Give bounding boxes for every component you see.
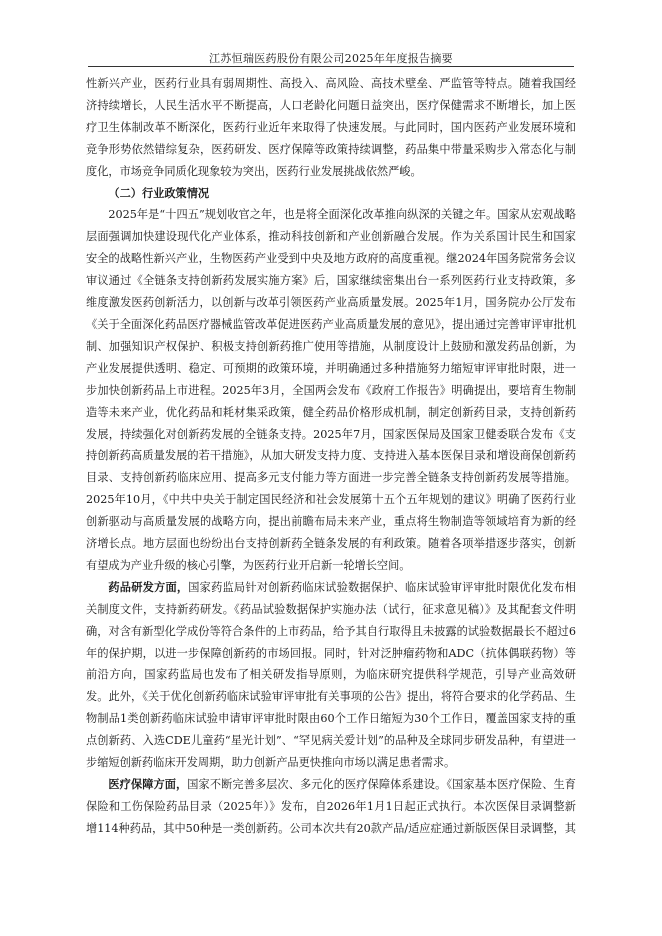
document-body xyxy=(86,73,576,840)
rd-text: 国家药监局针对创新药临床试验数据保护、临床试验审评审批时限优化发布相关制度文件，支持新药研发。《药品试验数据保护实施办法（试行，征求意见稿）》及其配套文件明确，对含有新型化学成份等符合条件的上市药品，给予其自行取得且未披露的试验数据最长不超过6年的保护期，以进一步保障创新药的市场回报。同时，针对泛肿瘤药物和ADC（抗体偶联药物）等前沿方向，国家药监局也发布了相关研发指导原则，为临床研究提供科学规范，引导产业高效研发。此外，《关于优化创新药临床试验审评审批有关事项的公告》提出，将符合要求的化学药品、生物制品1类创新药临床试验申请审评审批时限由60个工作日缩短为30个工作日，覆盖国家支持的重点创新药、入选CDE儿童药“星光计划”、“罕见病关爱计划”的品种及全球同步研发品种，有望进一步缩短创新药临床开发周期，助力创新产品更快推向市场以满足患者需求。 xyxy=(86,580,576,770)
insurance-text: 国家不断完善多层次、多元化的医疗保障体系建设。《国家基本医疗保险、生育保险和工伤保险药品目录（2025年）》发布，自2026年1月1日起正式执行。本次医保目录调整新增114种药品，其中50种是一类创新药。公司本次共有20款产品/适应症通过新版医保目录调整，其 xyxy=(86,778,576,835)
policy-paragraph: 2025年是“十四五”规划收官之年，也是将全面深化改革推向纵深的关键之年。国家从宏观战略层面强调加快建设现代化产业体系，推动科技创新和产业创新融合发展。作为关系国计民生和国家安全的战略性新兴产业，生物医药产业受到中央及地方政府的高度重视。继2024年国务院常务会议审议通过《全链条支持创新药发展实施方案》后，国家继续密集出台一系列医药行业支持政策，多维度激发医药创新活力，以创新与改革引领医药产业高质量发展。2025年1月，国务院办公厅发布《关于全面深化药品医疗器械监管改革促进医药产业高质量发展的意见》，提出通过完善审评审批机制、加强知识产权保护、积极支持创新药推广使用等措施，从制度设计上鼓励和激发药品创新，为产业发展提供透明、稳定、可预期的政策环境，并明确通过多种措施努力缩短审评审批时限，进一步加快创新药品上市进程。2025年3月，全国两会发布《政府工作报告》明确提出，要培育生物制造等未来产业，优化药品和耗材集采政策，健全药品价格形成机制，制定创新药目录，支持创新药发展，持续强化对创新药发展的全链条支持。2025年7月，国家医保局及国家卫健委联合发布《支持创新药高质量发展的若干措施》，从加大研发支持力度、支持进入基本医保目录和增设商保创新药目录、支持创新药临床应用、提高多元支付能力等方面进一步完善全链条支持创新药发展等措施。2025年10月，《中共中央关于制定国民经济和社会发展第十五个五年规划的建议》明确了医药行业创新驱动与高质量发展的战略方向，提出前瞻布局未来产业，重点将生物制造等领域培育为新的经济增长点。地方层面也纷纷出台支持创新药全链条发展的有利政策。随着各项举措逐步落实，创新有望成为产业升级的核心引擎，为医药行业开启新一轮增长空间。 xyxy=(86,208,576,572)
section-heading: （二）行业政策情况 xyxy=(108,185,210,200)
insurance-paragraph xyxy=(86,774,576,840)
header-divider xyxy=(88,66,574,67)
page-header-title: 江苏恒瑞医药股份有限公司2025年年度报告摘要 xyxy=(209,52,453,65)
rd-lead: 药品研发方面， xyxy=(108,579,189,594)
intro-paragraph: 性新兴产业，医药行业具有弱周期性、高投入、高风险、高技术壁垒、严监管等特点。随着我国经济持续增长，人民生活水平不断提高，人口老龄化问题日益突出，医疗保健需求不断增长，加上医疗卫生体制改革不断深化，医药行业近年来取得了快速发展。与此同时，国内医药产业发展环境和竞争形势依然错综复杂，医药研发、医疗保障等政策持续调整，药品集中带量采购步入常态化与制度化，市场竞争同质化现象较为突出，医药行业发展挑战依然严峻。 xyxy=(86,77,576,178)
rd-paragraph xyxy=(86,577,576,774)
insurance-lead: 医疗保障方面， xyxy=(108,777,188,791)
